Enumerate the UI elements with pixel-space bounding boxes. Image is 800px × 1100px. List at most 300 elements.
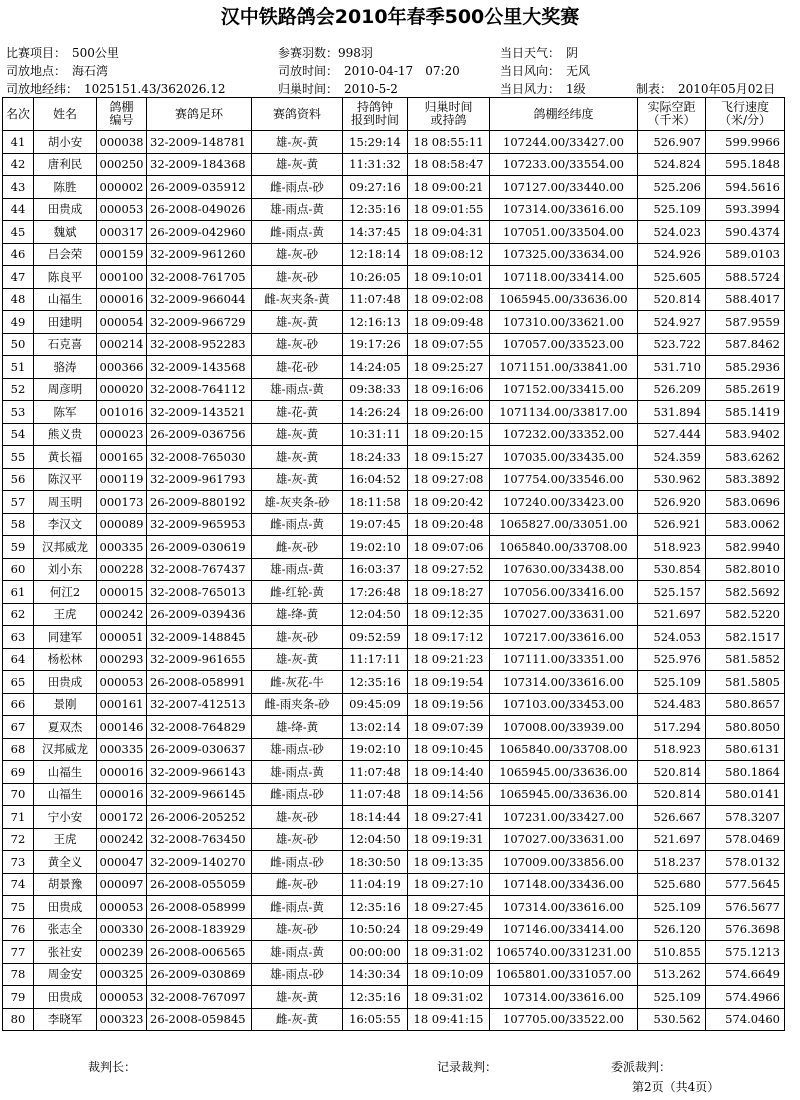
table-row — [3, 1008, 785, 1031]
cell-loft-coordinates: 1065945.00/33636.00 — [490, 761, 638, 784]
cell-name: 胡景豫 — [34, 873, 97, 896]
cell-clock-time: 12:04:50 — [343, 603, 408, 626]
cell-loft-coordinates: 107240.00/33423.00 — [490, 491, 638, 514]
cell-loft-coordinates: 107630.00/33438.00 — [490, 558, 638, 581]
cell-rank: 76 — [3, 918, 34, 941]
cell-loft-id: 000015 — [97, 581, 147, 604]
cell-name: 宁小安 — [34, 806, 97, 829]
cell-pigeon-info: 雄-雨点-黄 — [252, 378, 343, 401]
cell-ring-number: 32-2009-966143 — [147, 761, 252, 784]
cell-return-time: 18 09:14:40 — [408, 761, 490, 784]
cell-loft-id: 000239 — [97, 941, 147, 964]
cell-loft-coordinates: 107314.00/33616.00 — [490, 986, 638, 1009]
header-pigeon-info: 赛鸽资料 — [252, 98, 343, 131]
cell-clock-time: 18:24:33 — [343, 446, 408, 469]
cell-loft-coordinates: 107754.00/33546.00 — [490, 468, 638, 491]
cell-ring-number: 26-2009-036756 — [147, 423, 252, 446]
cell-loft-coordinates: 107148.00/33436.00 — [490, 873, 638, 896]
cell-distance: 521.697 — [638, 603, 706, 626]
cell-pigeon-info: 雌-灰夹条-黄 — [252, 288, 343, 311]
table-row — [3, 671, 785, 694]
cell-name: 李汉文 — [34, 513, 97, 536]
table-row — [3, 558, 785, 581]
cell-ring-number: 26-2008-059845 — [147, 1008, 252, 1031]
cell-loft-coordinates: 1065827.00/33051.00 — [490, 513, 638, 536]
cell-loft-id: 000100 — [97, 266, 147, 289]
table-row — [3, 333, 785, 356]
cell-distance: 524.824 — [638, 153, 706, 176]
cell-speed: 574.6649 — [706, 963, 785, 986]
cell-return-time: 18 09:31:02 — [408, 941, 490, 964]
cell-ring-number: 26-2008-049026 — [147, 198, 252, 221]
cell-rank: 41 — [3, 131, 34, 154]
cell-return-time: 18 09:07:39 — [408, 716, 490, 739]
cell-pigeon-info: 雌-雨点-砂 — [252, 851, 343, 874]
cell-rank: 67 — [3, 716, 34, 739]
cell-loft-id: 000016 — [97, 288, 147, 311]
cell-pigeon-info: 雄-灰-黄 — [252, 468, 343, 491]
cell-rank: 65 — [3, 671, 34, 694]
cell-loft-id: 000053 — [97, 896, 147, 919]
cell-return-time: 18 09:20:42 — [408, 491, 490, 514]
cell-clock-time: 09:27:16 — [343, 176, 408, 199]
table-row — [3, 648, 785, 671]
cell-clock-time: 12:35:16 — [343, 896, 408, 919]
cell-clock-time: 16:03:37 — [343, 558, 408, 581]
table-row — [3, 963, 785, 986]
cell-pigeon-info: 雄-灰-黄 — [252, 311, 343, 334]
cell-distance: 525.605 — [638, 266, 706, 289]
cell-distance: 520.814 — [638, 288, 706, 311]
cell-ring-number: 32-2008-952283 — [147, 333, 252, 356]
cell-ring-number: 26-2008-183929 — [147, 918, 252, 941]
cell-pigeon-info: 雌-雨夹条-砂 — [252, 693, 343, 716]
cell-loft-id: 000020 — [97, 378, 147, 401]
cell-return-time: 18 08:55:11 — [408, 131, 490, 154]
cell-clock-time: 10:50:24 — [343, 918, 408, 941]
cell-return-time: 18 09:25:27 — [408, 356, 490, 379]
cell-speed: 575.1213 — [706, 941, 785, 964]
cell-loft-id: 000335 — [97, 738, 147, 761]
cell-pigeon-info: 雄-灰-黄 — [252, 986, 343, 1009]
cell-rank: 58 — [3, 513, 34, 536]
cell-distance: 520.814 — [638, 783, 706, 806]
cell-pigeon-info: 雄-花-黄 — [252, 401, 343, 424]
cell-speed: 578.3207 — [706, 806, 785, 829]
cell-rank: 47 — [3, 266, 34, 289]
cell-return-time: 18 09:19:56 — [408, 693, 490, 716]
cell-return-time: 18 09:27:52 — [408, 558, 490, 581]
cell-distance: 527.444 — [638, 423, 706, 446]
cell-ring-number: 26-2009-030619 — [147, 536, 252, 559]
cell-return-time: 18 09:16:06 — [408, 378, 490, 401]
table-row — [3, 581, 785, 604]
cell-loft-coordinates: 107314.00/33616.00 — [490, 671, 638, 694]
cell-name: 山福生 — [34, 761, 97, 784]
table-row — [3, 716, 785, 739]
cell-loft-id: 000047 — [97, 851, 147, 874]
cell-name: 田贵成 — [34, 671, 97, 694]
cell-loft-id: 000173 — [97, 491, 147, 514]
cell-name: 田贵成 — [34, 896, 97, 919]
cell-pigeon-info: 雄-灰-黄 — [252, 446, 343, 469]
cell-speed: 583.0696 — [706, 491, 785, 514]
cell-return-time: 18 09:27:41 — [408, 806, 490, 829]
table-header-row — [3, 98, 785, 131]
cell-speed: 588.5724 — [706, 266, 785, 289]
cell-distance: 530.854 — [638, 558, 706, 581]
cell-speed: 594.5616 — [706, 176, 785, 199]
cell-distance: 520.814 — [638, 761, 706, 784]
cell-name: 魏斌 — [34, 221, 97, 244]
cell-distance: 531.894 — [638, 401, 706, 424]
cell-clock-time: 10:31:11 — [343, 423, 408, 446]
cell-clock-time: 11:17:11 — [343, 648, 408, 671]
cell-speed: 583.0062 — [706, 513, 785, 536]
header-return-time: 归巢时间 或持鸽 — [408, 98, 490, 131]
cell-loft-coordinates: 107217.00/33616.00 — [490, 626, 638, 649]
cell-distance: 523.722 — [638, 333, 706, 356]
cell-speed: 576.5677 — [706, 896, 785, 919]
cell-return-time: 18 09:08:12 — [408, 243, 490, 266]
cell-ring-number: 26-2009-042960 — [147, 221, 252, 244]
cell-distance: 524.483 — [638, 693, 706, 716]
cell-ring-number: 26-2008-058991 — [147, 671, 252, 694]
cell-pigeon-info: 雌-灰-砂 — [252, 873, 343, 896]
cell-rank: 57 — [3, 491, 34, 514]
cell-rank: 55 — [3, 446, 34, 469]
cell-loft-id: 000214 — [97, 333, 147, 356]
cell-pigeon-info: 雄-灰-黄 — [252, 648, 343, 671]
cell-pigeon-info: 雌-灰花-牛 — [252, 671, 343, 694]
info-release-time: 司放时间： 2010-04-17 07:20 — [278, 64, 460, 78]
cell-clock-time: 00:00:00 — [343, 941, 408, 964]
info-project: 比赛项目： 500公里 — [6, 46, 119, 60]
cell-loft-coordinates: 107325.00/33634.00 — [490, 243, 638, 266]
cell-distance: 531.710 — [638, 356, 706, 379]
cell-loft-coordinates: 107705.00/33522.00 — [490, 1008, 638, 1031]
cell-loft-coordinates: 107233.00/33554.00 — [490, 153, 638, 176]
cell-loft-coordinates: 107009.00/33856.00 — [490, 851, 638, 874]
cell-distance: 525.109 — [638, 671, 706, 694]
header-ring: 赛鸽足环 — [147, 98, 252, 131]
table-row — [3, 176, 785, 199]
cell-return-time: 18 09:20:48 — [408, 513, 490, 536]
cell-ring-number: 32-2009-966145 — [147, 783, 252, 806]
cell-loft-id: 000097 — [97, 873, 147, 896]
cell-loft-id: 000051 — [97, 626, 147, 649]
cell-return-time: 18 09:10:01 — [408, 266, 490, 289]
cell-pigeon-info: 雄-灰-砂 — [252, 626, 343, 649]
cell-return-time: 18 09:20:15 — [408, 423, 490, 446]
header-name: 姓名 — [34, 98, 97, 131]
cell-ring-number: 32-2008-764112 — [147, 378, 252, 401]
table-row — [3, 243, 785, 266]
cell-loft-id: 000325 — [97, 963, 147, 986]
cell-rank: 63 — [3, 626, 34, 649]
page-number: 第2页（共4页） — [632, 1080, 720, 1094]
cell-name: 石克喜 — [34, 333, 97, 356]
cell-clock-time: 11:04:19 — [343, 873, 408, 896]
cell-name: 陈良平 — [34, 266, 97, 289]
cell-loft-coordinates: 1065945.00/33636.00 — [490, 288, 638, 311]
cell-distance: 525.976 — [638, 648, 706, 671]
cell-speed: 585.2619 — [706, 378, 785, 401]
cell-rank: 51 — [3, 356, 34, 379]
cell-distance: 521.697 — [638, 828, 706, 851]
cell-speed: 581.5805 — [706, 671, 785, 694]
cell-distance: 517.294 — [638, 716, 706, 739]
cell-name: 周金安 — [34, 963, 97, 986]
cell-loft-coordinates: 107035.00/33435.00 — [490, 446, 638, 469]
table-body — [3, 131, 785, 1031]
cell-rank: 72 — [3, 828, 34, 851]
cell-speed: 583.3892 — [706, 468, 785, 491]
cell-ring-number: 32-2009-143521 — [147, 401, 252, 424]
cell-speed: 577.5645 — [706, 873, 785, 896]
cell-rank: 44 — [3, 198, 34, 221]
cell-distance: 526.209 — [638, 378, 706, 401]
cell-return-time: 18 09:09:48 — [408, 311, 490, 334]
cell-speed: 576.3698 — [706, 918, 785, 941]
cell-loft-coordinates: 107118.00/33414.00 — [490, 266, 638, 289]
cell-return-time: 18 09:17:12 — [408, 626, 490, 649]
cell-loft-coordinates: 1065840.00/33708.00 — [490, 536, 638, 559]
cell-speed: 585.1419 — [706, 401, 785, 424]
table-row — [3, 896, 785, 919]
cell-rank: 69 — [3, 761, 34, 784]
cell-distance: 526.667 — [638, 806, 706, 829]
header-clock-time: 持鸽钟 报到时间 — [343, 98, 408, 131]
cell-speed: 574.4966 — [706, 986, 785, 1009]
cell-return-time: 18 09:12:35 — [408, 603, 490, 626]
cell-pigeon-info: 雄-雨点-黄 — [252, 558, 343, 581]
cell-name: 周彦明 — [34, 378, 97, 401]
table-row — [3, 446, 785, 469]
cell-return-time: 18 09:15:27 — [408, 446, 490, 469]
cell-ring-number: 32-2009-966044 — [147, 288, 252, 311]
cell-loft-coordinates: 1071134.00/33817.00 — [490, 401, 638, 424]
cell-loft-id: 000293 — [97, 648, 147, 671]
cell-speed: 587.9559 — [706, 311, 785, 334]
cell-pigeon-info: 雄-灰-砂 — [252, 828, 343, 851]
cell-loft-coordinates: 107027.00/33631.00 — [490, 603, 638, 626]
cell-name: 胡小安 — [34, 131, 97, 154]
cell-loft-coordinates: 107314.00/33616.00 — [490, 198, 638, 221]
footer-record-judge: 记录裁判： — [437, 1060, 498, 1074]
table-row — [3, 356, 785, 379]
table-row — [3, 918, 785, 941]
cell-loft-id: 000165 — [97, 446, 147, 469]
cell-ring-number: 32-2009-148845 — [147, 626, 252, 649]
cell-distance: 518.923 — [638, 738, 706, 761]
table-row — [3, 491, 785, 514]
cell-name: 山福生 — [34, 783, 97, 806]
cell-rank: 45 — [3, 221, 34, 244]
cell-loft-id: 001016 — [97, 401, 147, 424]
cell-loft-coordinates: 107231.00/33427.00 — [490, 806, 638, 829]
cell-rank: 59 — [3, 536, 34, 559]
cell-return-time: 18 09:00:21 — [408, 176, 490, 199]
cell-loft-id: 000053 — [97, 671, 147, 694]
cell-speed: 582.9940 — [706, 536, 785, 559]
cell-speed: 589.0103 — [706, 243, 785, 266]
cell-clock-time: 19:02:10 — [343, 738, 408, 761]
cell-loft-coordinates: 107103.00/33453.00 — [490, 693, 638, 716]
header-rank: 名次 — [3, 98, 34, 131]
cell-ring-number: 32-2009-965953 — [147, 513, 252, 536]
cell-speed: 582.5220 — [706, 603, 785, 626]
cell-distance: 525.109 — [638, 986, 706, 1009]
cell-distance: 526.920 — [638, 491, 706, 514]
cell-name: 张社安 — [34, 941, 97, 964]
cell-rank: 66 — [3, 693, 34, 716]
cell-clock-time: 18:11:58 — [343, 491, 408, 514]
info-coords: 司放地经纬： 1025151.43/362026.12 — [6, 82, 226, 96]
results-table — [2, 97, 785, 1031]
cell-ring-number: 26-2009-039436 — [147, 603, 252, 626]
cell-pigeon-info: 雌-红轮-黄 — [252, 581, 343, 604]
cell-loft-id: 000023 — [97, 423, 147, 446]
cell-ring-number: 26-2009-880192 — [147, 491, 252, 514]
cell-speed: 578.0132 — [706, 851, 785, 874]
cell-clock-time: 18:14:44 — [343, 806, 408, 829]
info-weather: 当日天气： 阴 — [500, 46, 579, 60]
cell-speed: 588.4017 — [706, 288, 785, 311]
cell-loft-coordinates: 107008.00/33939.00 — [490, 716, 638, 739]
cell-loft-coordinates: 1071151.00/33841.00 — [490, 356, 638, 379]
cell-name: 陈胜 — [34, 176, 97, 199]
cell-ring-number: 26-2008-055059 — [147, 873, 252, 896]
header-speed: 飞行速度 （米/分） — [706, 98, 785, 131]
cell-distance: 524.927 — [638, 311, 706, 334]
footer-chief-judge: 裁判长： — [88, 1060, 137, 1074]
cell-distance: 518.237 — [638, 851, 706, 874]
cell-return-time: 18 09:02:08 — [408, 288, 490, 311]
cell-loft-id: 000317 — [97, 221, 147, 244]
cell-rank: 80 — [3, 1008, 34, 1031]
cell-speed: 583.9402 — [706, 423, 785, 446]
footer-assigned-judge: 委派裁判： — [611, 1060, 672, 1074]
cell-clock-time: 15:29:14 — [343, 131, 408, 154]
cell-pigeon-info: 雄-灰-黄 — [252, 423, 343, 446]
cell-return-time: 18 09:31:02 — [408, 986, 490, 1009]
cell-return-time: 18 09:10:09 — [408, 963, 490, 986]
cell-clock-time: 12:35:16 — [343, 986, 408, 1009]
cell-pigeon-info: 雄-花-砂 — [252, 356, 343, 379]
info-location: 司放地点： 海石湾 — [6, 64, 109, 78]
cell-distance: 525.206 — [638, 176, 706, 199]
cell-distance: 524.926 — [638, 243, 706, 266]
cell-rank: 75 — [3, 896, 34, 919]
cell-loft-id: 000366 — [97, 356, 147, 379]
table-row — [3, 941, 785, 964]
cell-pigeon-info: 雄-灰-砂 — [252, 806, 343, 829]
cell-loft-coordinates: 107314.00/33616.00 — [490, 896, 638, 919]
cell-ring-number: 32-2008-767097 — [147, 986, 252, 1009]
cell-return-time: 18 09:27:10 — [408, 873, 490, 896]
cell-rank: 64 — [3, 648, 34, 671]
table-row — [3, 693, 785, 716]
cell-distance: 524.023 — [638, 221, 706, 244]
cell-ring-number: 32-2008-767437 — [147, 558, 252, 581]
cell-speed: 582.1517 — [706, 626, 785, 649]
cell-name: 周玉明 — [34, 491, 97, 514]
cell-loft-id: 000002 — [97, 176, 147, 199]
cell-rank: 74 — [3, 873, 34, 896]
cell-loft-id: 000161 — [97, 693, 147, 716]
info-return-time: 归巢时间： 2010-5-2 — [278, 82, 398, 96]
cell-loft-id: 000016 — [97, 783, 147, 806]
cell-ring-number: 32-2008-765030 — [147, 446, 252, 469]
cell-pigeon-info: 雄-绛-黄 — [252, 603, 343, 626]
cell-speed: 587.8462 — [706, 333, 785, 356]
cell-loft-coordinates: 1065945.00/33636.00 — [490, 783, 638, 806]
cell-rank: 70 — [3, 783, 34, 806]
cell-speed: 574.0460 — [706, 1008, 785, 1031]
cell-speed: 581.5852 — [706, 648, 785, 671]
cell-pigeon-info: 雄-灰-砂 — [252, 266, 343, 289]
cell-distance: 525.157 — [638, 581, 706, 604]
cell-distance: 530.962 — [638, 468, 706, 491]
cell-loft-coordinates: 107152.00/33415.00 — [490, 378, 638, 401]
cell-name: 黄长福 — [34, 446, 97, 469]
cell-pigeon-info: 雄-雨点-黄 — [252, 761, 343, 784]
header-distance: 实际空距 （千米） — [638, 98, 706, 131]
cell-ring-number: 26-2006-205252 — [147, 806, 252, 829]
cell-distance: 525.109 — [638, 198, 706, 221]
cell-pigeon-info: 雌-雨点-砂 — [252, 783, 343, 806]
cell-name: 何江2 — [34, 581, 97, 604]
cell-rank: 71 — [3, 806, 34, 829]
cell-rank: 49 — [3, 311, 34, 334]
table-row — [3, 738, 785, 761]
cell-name: 田建明 — [34, 311, 97, 334]
cell-loft-coordinates: 1065801.00/331057.00 — [490, 963, 638, 986]
cell-pigeon-info: 雄-绛-黄 — [252, 716, 343, 739]
cell-return-time: 18 09:27:08 — [408, 468, 490, 491]
cell-ring-number: 32-2009-140270 — [147, 851, 252, 874]
cell-speed: 580.8657 — [706, 693, 785, 716]
cell-clock-time: 14:24:05 — [343, 356, 408, 379]
cell-name: 同建军 — [34, 626, 97, 649]
cell-pigeon-info: 雌-雨点-黄 — [252, 221, 343, 244]
table-row — [3, 266, 785, 289]
table-row — [3, 423, 785, 446]
cell-pigeon-info: 雌-雨点-黄 — [252, 513, 343, 536]
cell-pigeon-info: 雌-灰-黄 — [252, 1008, 343, 1031]
cell-rank: 48 — [3, 288, 34, 311]
cell-pigeon-info: 雄-雨点-黄 — [252, 198, 343, 221]
cell-loft-id: 000250 — [97, 153, 147, 176]
cell-name: 陈军 — [34, 401, 97, 424]
table-row — [3, 783, 785, 806]
cell-ring-number: 32-2007-412513 — [147, 693, 252, 716]
cell-return-time: 18 09:18:27 — [408, 581, 490, 604]
cell-speed: 590.4374 — [706, 221, 785, 244]
cell-rank: 52 — [3, 378, 34, 401]
cell-ring-number: 32-2009-143568 — [147, 356, 252, 379]
cell-return-time: 18 09:10:45 — [408, 738, 490, 761]
cell-clock-time: 19:17:26 — [343, 333, 408, 356]
cell-clock-time: 09:45:09 — [343, 693, 408, 716]
cell-rank: 60 — [3, 558, 34, 581]
cell-clock-time: 12:35:16 — [343, 198, 408, 221]
cell-name: 熊义贵 — [34, 423, 97, 446]
header-loft: 鸽棚 编号 — [97, 98, 147, 131]
cell-name: 夏双杰 — [34, 716, 97, 739]
cell-loft-id: 000053 — [97, 198, 147, 221]
